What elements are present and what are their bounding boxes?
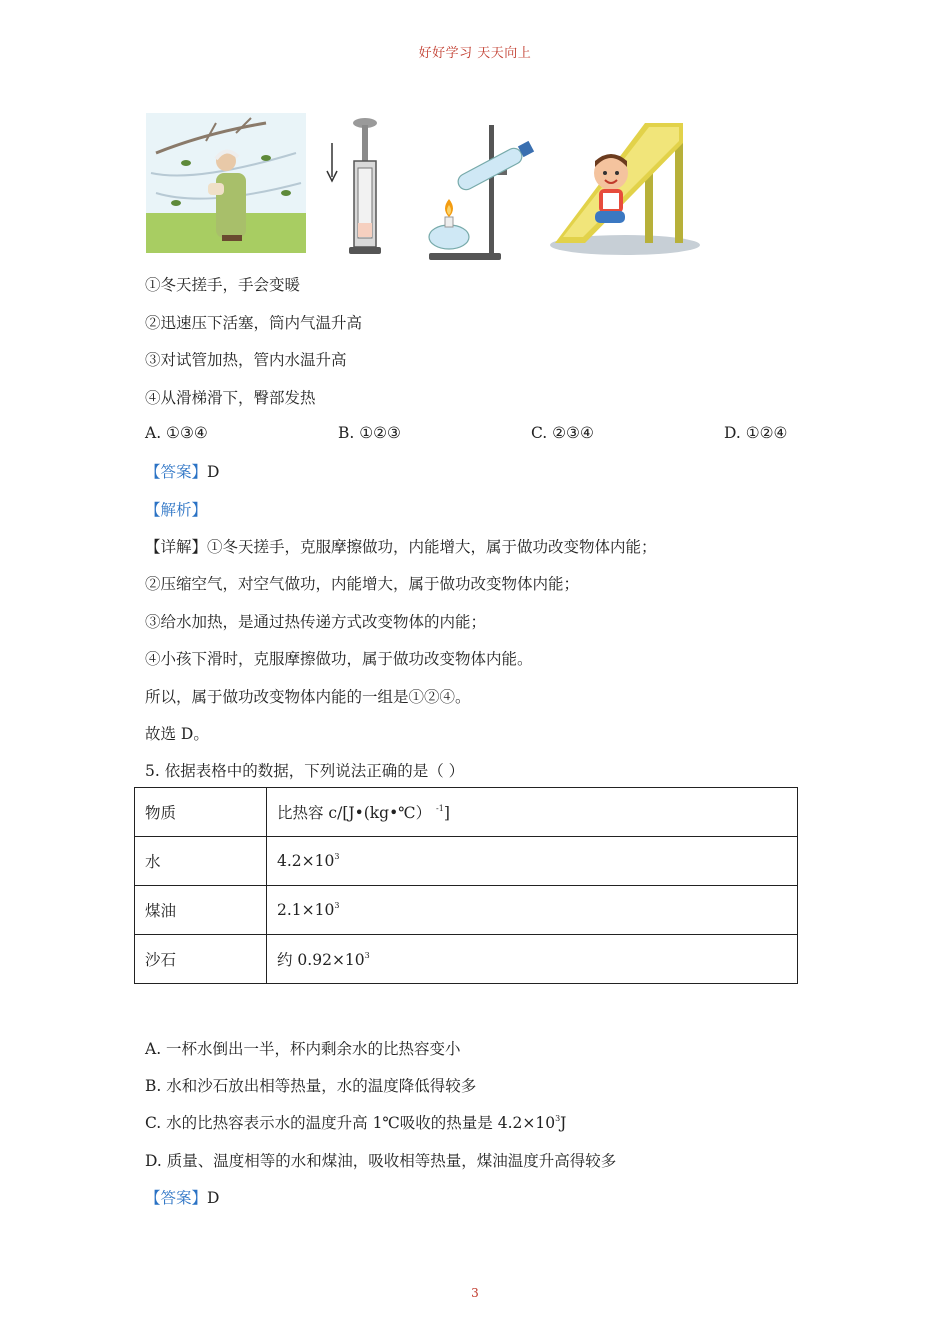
q4-answer <box>145 460 219 482</box>
q5-answer <box>145 1186 219 1208</box>
q4-item-2: ②迅速压下活塞，筒内气温升高 <box>145 314 363 332</box>
analysis-line-6: 故选 D。 <box>145 725 209 743</box>
table-cell-name: 沙石 <box>135 935 267 984</box>
table-row <box>135 837 798 886</box>
table-row <box>135 935 798 984</box>
table-cell-value: 约 $0.92\times 10^3$ <box>267 935 798 984</box>
page-number: 3 <box>471 1286 479 1300</box>
table-cell-value: $2.1\times 10^3$ <box>267 886 798 935</box>
q4-option-d: D. ①②④ <box>724 424 788 442</box>
table-header-row <box>135 788 798 837</box>
table-cell-name: 煤油 <box>135 886 267 935</box>
q4-item-4: ④从滑梯滑下，臀部发热 <box>145 389 316 407</box>
analysis-line-3: ③给水加热，是通过热传递方式改变物体的内能； <box>145 613 487 631</box>
q4-item-3: ③对试管加热，管内水温升高 <box>145 351 347 369</box>
q4-option-a: A. ①③④ <box>145 424 208 442</box>
detail-text: ①冬天搓手，克服摩擦做功，内能增大，属于做功改变物体内能； <box>207 538 657 556</box>
piston-cylinder-illustration <box>345 113 385 262</box>
analysis-line-4: ④小孩下滑时，克服摩擦做功，属于做功改变物体内能。 <box>145 650 533 668</box>
test-tube-heating-illustration <box>425 121 545 267</box>
specific-heat-table <box>134 787 798 984</box>
answer-value: D <box>207 1189 220 1207</box>
table-header-substance: 物质 <box>135 788 267 837</box>
detail-line-1 <box>145 535 657 557</box>
table-row <box>135 886 798 935</box>
analysis-line-5: 所以，属于做功改变物体内能的一组是①②④。 <box>145 688 471 706</box>
q4-item-1: ①冬天搓手，手会变暖 <box>145 276 301 294</box>
table-header-heat: 比热容 c/[J•(kg•℃） $^{-1}$] <box>267 788 798 837</box>
wind-man-illustration <box>146 113 306 257</box>
table-cell-value: $4.2\times 10^3$ <box>267 837 798 886</box>
question4-illustrations <box>140 113 820 263</box>
detail-tag: 【详解】 <box>145 538 208 556</box>
q4-option-b: B. ①②③ <box>338 424 401 442</box>
q5-option-a: A. 一杯水倒出一半，杯内剩余水的比热容变小 <box>145 1040 461 1058</box>
table-cell-name: 水 <box>135 837 267 886</box>
analysis-tag: 【解析】 <box>145 501 208 519</box>
question5-stem: 5. 依据表格中的数据，下列说法正确的是（ ） <box>145 762 465 780</box>
arrow-down-icon <box>325 143 339 187</box>
q5-option-d: D. 质量、温度相等的水和煤油，吸收相等热量，煤油温度升高得较多 <box>145 1152 617 1170</box>
answer-tag: 【答案】 <box>145 463 208 481</box>
answer-value: D <box>207 463 220 481</box>
q5-option-b: B. 水和沙石放出相等热量，水的温度降低得较多 <box>145 1077 477 1095</box>
q5-option-c: C. 水的比热容表示水的温度升高 1℃吸收的热量是 $4.2\times 10^3J$ <box>145 1114 567 1132</box>
answer-tag: 【答案】 <box>145 1189 208 1207</box>
boy-on-slide-illustration <box>545 113 705 262</box>
q4-option-c: C. ②③④ <box>531 424 594 442</box>
page-header: 好好学习 天天向上 <box>418 46 532 61</box>
analysis-line-2: ②压缩空气，对空气做功，内能增大，属于做功改变物体内能； <box>145 575 580 593</box>
